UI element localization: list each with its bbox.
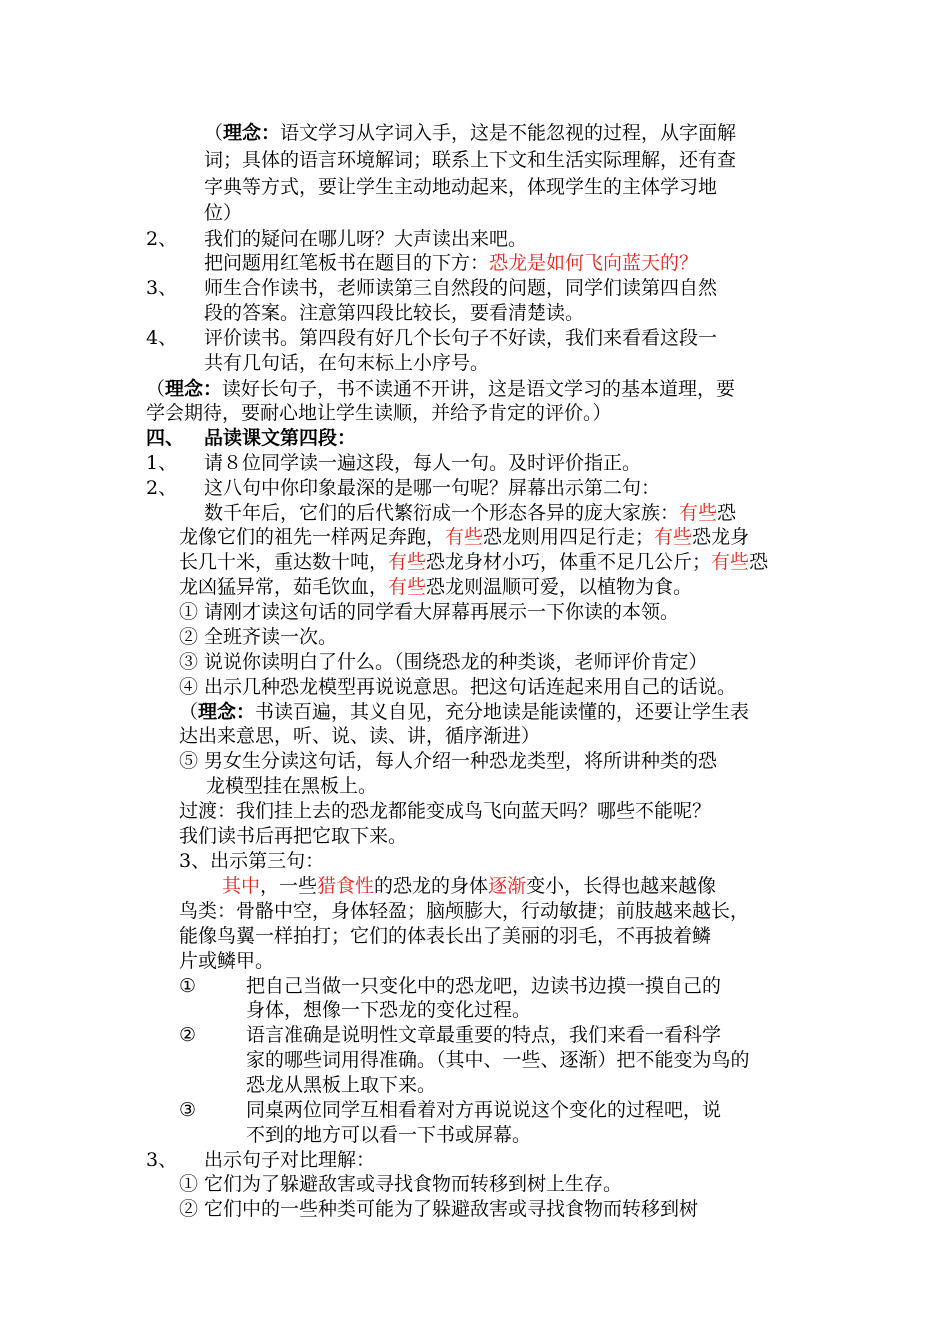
highlight-word: 其中 bbox=[222, 875, 261, 897]
step-item: ② 全班齐读一次。 bbox=[179, 626, 338, 648]
note-label: 理念： bbox=[198, 701, 256, 723]
highlight-word: 有些 bbox=[388, 576, 427, 598]
item-number: 2、 bbox=[146, 228, 178, 250]
open-paren: （ bbox=[146, 378, 166, 400]
item-text: 师生合作读书，老师读第三自然段的问题，同学们读第四自然 bbox=[204, 277, 718, 299]
item-text: 段的答案。注意第四段比较长，要看清楚读。 bbox=[204, 302, 585, 324]
note-line: 字典等方式，要让学生主动地动起来，体现学生的主体学习地 bbox=[204, 176, 718, 198]
circled-number: ② bbox=[179, 1024, 197, 1046]
item-text: 评价读书。第四段有好几个长句子不好读，我们来看看这段一 bbox=[204, 327, 718, 349]
note-text: 语文学习从字词入手，这是不能忽视的过程，从字面解 bbox=[280, 122, 737, 144]
board-note-prefix: 把问题用红笔板书在题目的下方： bbox=[204, 252, 490, 274]
highlight-word: 有些 bbox=[654, 526, 693, 548]
item-number: 3、 bbox=[146, 277, 178, 299]
passage-line bbox=[179, 525, 749, 550]
passage-text: 恐龙身材小巧，体重不足几公斤； bbox=[426, 551, 712, 573]
passage-text: 恐 bbox=[717, 502, 737, 524]
compare-sentence: ② 它们中的一些种类可能为了躲避敌害或寻找食物而转移到树 bbox=[179, 1198, 699, 1220]
note-line: 词；具体的语言环境解词；联系上下文和生活实际理解，还有查 bbox=[204, 149, 737, 171]
philosophy-note-2 bbox=[146, 377, 735, 402]
highlight-word: 有些 bbox=[711, 551, 750, 573]
passage-line: 片或鳞甲。 bbox=[179, 950, 275, 972]
philosophy-note-3 bbox=[179, 700, 749, 725]
passage-line bbox=[179, 575, 692, 600]
step-item: ③ 说说你读明白了什么。（围绕恐龙的种类谈，老师评价肯定） bbox=[179, 651, 708, 673]
note-text: 书读百遍，其义自见，充分地读是能读懂的，还要让学生表 bbox=[255, 701, 750, 723]
passage-text: 恐龙则用四足行走； bbox=[483, 526, 655, 548]
transition-text: 我们读书后再把它取下来。 bbox=[179, 825, 408, 847]
highlight-word: 逐渐 bbox=[488, 875, 527, 897]
compare-sentence: ① 它们为了躲避敌害或寻找食物而转移到树上生存。 bbox=[179, 1173, 623, 1195]
passage-text: 龙像它们的祖先一样两足奔跑， bbox=[179, 526, 446, 548]
list-item: 把自己当做一只变化中的恐龙吧，边读书边摸一摸自己的 bbox=[246, 975, 722, 997]
highlight-word: 有些 bbox=[445, 526, 484, 548]
passage-text: 数千年后，它们的后代繁衍成一个形态各异的庞大家族： bbox=[204, 502, 680, 524]
passage-text: 变小，长得也越来越像 bbox=[526, 875, 717, 897]
item-text: 共有几句话，在句末标上小序号。 bbox=[204, 352, 490, 374]
item-number: 4、 bbox=[146, 327, 178, 349]
passage-line: 能像鸟翼一样拍打；它们的体表长出了美丽的羽毛，不再披着鳞 bbox=[179, 925, 712, 947]
list-item: 家的哪些词用得准确。（其中、一些、逐渐）把不能变为鸟的 bbox=[246, 1049, 750, 1071]
passage-line bbox=[204, 501, 736, 526]
highlight-word: 有些 bbox=[388, 551, 427, 573]
item-number: 2、 bbox=[146, 477, 178, 499]
passage-text: 恐 bbox=[749, 551, 769, 573]
passage-text: 龙凶猛异常，茹毛饮血， bbox=[179, 576, 389, 598]
passage-text: 的恐龙的身体 bbox=[374, 875, 489, 897]
note-label: 理念： bbox=[165, 378, 223, 400]
section-number: 四、 bbox=[146, 427, 185, 449]
note-line: 位） bbox=[204, 202, 243, 224]
circled-number: ③ bbox=[179, 1099, 197, 1121]
list-item: 恐龙从黑板上取下来。 bbox=[246, 1074, 437, 1096]
note-line: 学会期待，要耐心地让学生读顺，并给予肯定的评价。） bbox=[146, 402, 612, 424]
step-item: ④ 出示几种恐龙模型再说说意思。把这句话连起来用自己的话说。 bbox=[179, 676, 737, 698]
passage-text: 长几十米，重达数十吨， bbox=[179, 551, 389, 573]
item-text: 出示句子对比理解： bbox=[204, 1149, 376, 1171]
item-number: 1、 bbox=[146, 452, 178, 474]
transition-text: 过渡：我们挂上去的恐龙都能变成鸟飞向蓝天吗？哪些不能呢？ bbox=[179, 800, 712, 822]
board-question: 恐龙是如何飞向蓝天的？ bbox=[489, 252, 699, 274]
list-item: 语言准确是说明性文章最重要的特点，我们来看一看科学 bbox=[246, 1024, 722, 1046]
list-item: 同桌两位同学互相看着对方再说说这个变化的过程吧，说 bbox=[246, 1099, 722, 1121]
item-text: 请８位同学读一遍这段，每人一句。及时评价指正。 bbox=[204, 452, 642, 474]
list-item: 不到的地方可以看一下书或屏幕。 bbox=[246, 1124, 532, 1146]
passage-line bbox=[179, 550, 768, 575]
open-paren: （ bbox=[179, 701, 199, 723]
passage-line: 鸟类：骨骼中空，身体轻盈；脑颅膨大，行动敏捷；前肢越来越长， bbox=[179, 900, 750, 922]
passage-line bbox=[222, 874, 716, 899]
item-text: 这八句中你印象最深的是哪一句呢？屏幕出示第二句： bbox=[204, 477, 661, 499]
section-title: 品读课文第四段： bbox=[204, 427, 357, 449]
board-note bbox=[204, 251, 698, 276]
circled-number: ① bbox=[179, 975, 197, 997]
step-item-continued: 龙模型挂在黑板上。 bbox=[206, 775, 378, 797]
step-item: ⑤ 男女生分读这句话，每人介绍一种恐龙类型，将所讲种类的恐 bbox=[179, 750, 718, 772]
subsection-heading: 3、出示第三句： bbox=[179, 850, 325, 872]
passage-text: ，一些 bbox=[260, 875, 318, 897]
passage-text: 恐龙身 bbox=[692, 526, 750, 548]
passage-text: 恐龙则温顺可爱，以植物为食。 bbox=[426, 576, 693, 598]
note-label: 理念： bbox=[223, 122, 281, 144]
philosophy-note-1 bbox=[204, 121, 736, 146]
item-text: 我们的疑问在哪儿呀？大声读出来吧。 bbox=[204, 228, 528, 250]
note-line: 达出来意思，听、说、读、讲，循序渐进） bbox=[179, 725, 541, 747]
item-number: 3、 bbox=[146, 1149, 178, 1171]
highlight-word: 猎食性 bbox=[317, 875, 375, 897]
open-paren: （ bbox=[204, 122, 224, 144]
list-item: 身体，想像一下恐龙的变化过程。 bbox=[246, 999, 532, 1021]
step-item: ① 请刚才读这句话的同学看大屏幕再展示一下你读的本领。 bbox=[179, 601, 680, 623]
highlight-word: 有些 bbox=[679, 502, 718, 524]
note-text: 读好长句子，书不读通不开讲，这是语文学习的基本道理，要 bbox=[222, 378, 736, 400]
